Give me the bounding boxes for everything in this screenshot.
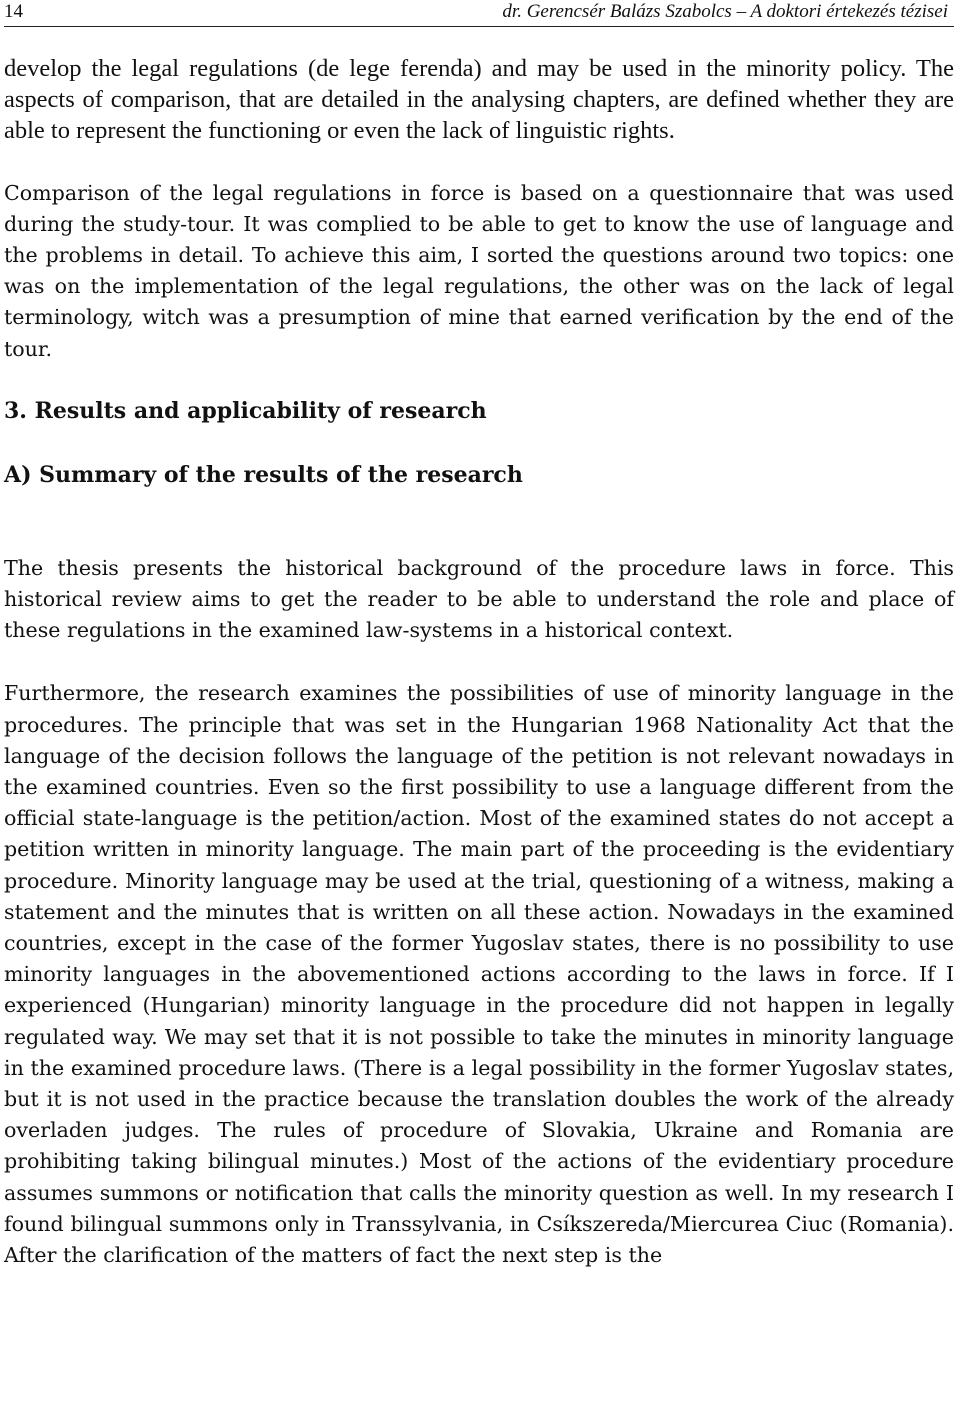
paragraph-minority-language-use: Furthermore, the research examines the possibilities of use of minority language in the procedures. The principle that was set in the Hungarian 1968 Nationality Act that the language of the decision follows the language of the petition is not relevant nowadays in the examined countries. Even so the first possibility to use a language different from the official state-language is the petition/action. Most of the examined states do not accept a petition written in minority language. The main part of the proceeding is the evidentiary procedure. Minority language may be used at the trial, questioning of a witness, making a statement and the minutes that is written on all these action. Nowadays in the examined countries, except in the case of the former Yugoslav states, there is no possibility to use minority languages in the abovementioned actions according to the laws in force. If I experienced (Hungarian) minority language in the procedure did not happen in legally regulated way. We may set that it is not possible to take the minutes in minority language in the examined procedure laws. (There is a legal possibility in the former Yugoslav states, but it is not used in the practice because the translation doubles the work of the already overladen judges. The rules of procedure of Slovakia, Ukraine and Romania are prohibiting taking bilingual minutes.) Most of the actions of the evidentiary procedure assumes summons or notification that calls the minority question as well. In my research I found bilingual summons only in Transsylvania, in Csíkszereda/Miercurea Ciuc (Romania). After the clarification of the matters of fact the next step is the bbox=[4, 681, 954, 1268]
paragraph-questionnaire: Comparison of the legal regulations in force is based on a questionnaire that was used during the study-tour. It was complied to be able to get to know the use of language and the problems in detail. To achieve this aim, I sorted the questions around two topics: one was on the implementation of the legal regulations, the other was on the lack of legal terminology, witch was a presumption of mine that earned verification by the end of the tour. bbox=[4, 180, 954, 361]
paragraph-historical-background: The thesis presents the historical background of the procedure laws in force. This historical review aims to get the reader to be able to understand the role and place of these regulations in the examined law-systems in a historical context. bbox=[4, 555, 954, 643]
paragraph-continuation: develop the legal regulations (de lege ferenda) and may be used in the minority policy. The aspects of comparison, that are detailed in the analysing chapters, are defined whether they are able to represent the functioning or even the lack of linguistic rights. bbox=[4, 55, 954, 145]
running-title: dr. Gerencsér Balázs Szabolcs – A doktori értekezés tézisei bbox=[502, 1, 948, 22]
document-page bbox=[4, 0, 954, 1271]
page-header bbox=[4, 0, 954, 27]
section-heading-results: 3. Results and applicability of research bbox=[4, 397, 487, 424]
page-number: 14 bbox=[4, 1, 23, 22]
subsection-heading-summary: A) Summary of the results of the research bbox=[4, 461, 523, 488]
